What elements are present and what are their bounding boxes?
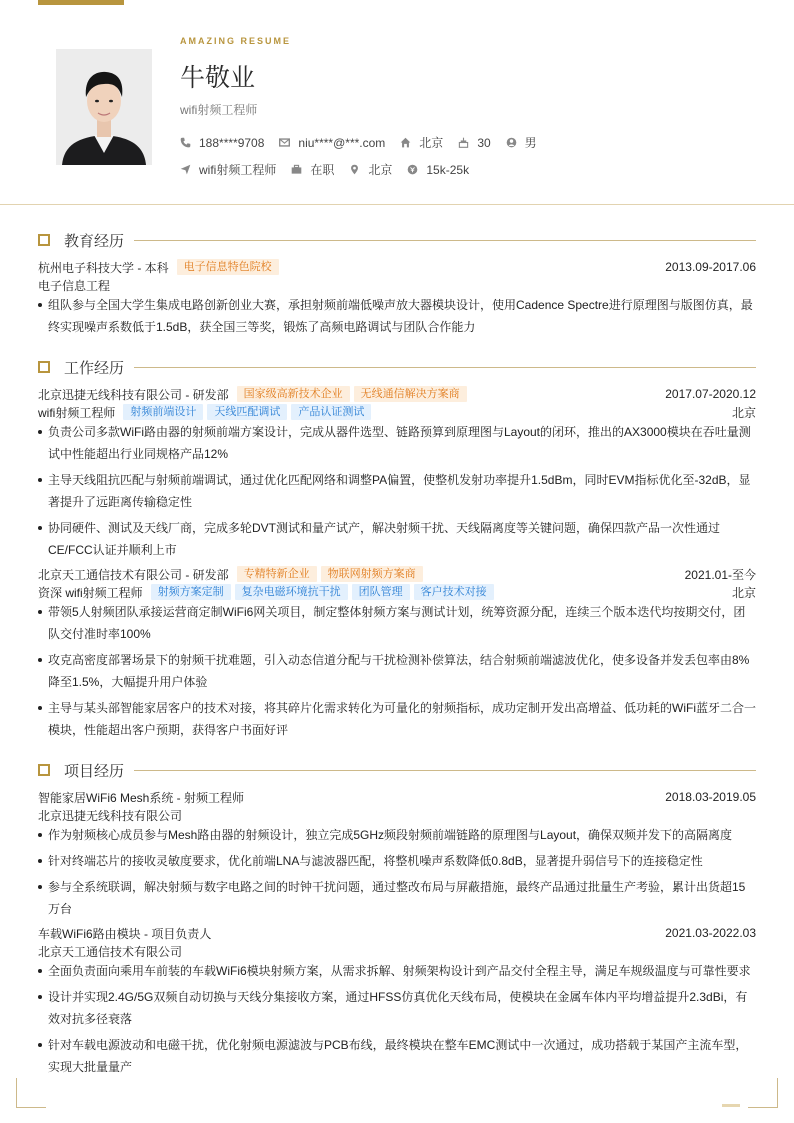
skill-tag: 射频前端设计 <box>123 404 203 420</box>
project-bullet: 参与全系统联调，解决射频与数字电路之间的时钟干扰问题，通过整改布局与屏蔽措施，最终产品通过批量生产考验，累计出货超15万台 <box>38 876 756 920</box>
job-date: 2017.07-2020.12 <box>665 387 756 401</box>
company-tag: 物联网射频方案商 <box>321 566 423 582</box>
corner-decoration <box>16 1078 46 1108</box>
projects-section-header <box>38 760 756 780</box>
top-accent-bar <box>38 0 124 5</box>
skill-tag: 复杂电磁环境抗干扰 <box>235 584 348 600</box>
project-bullet: 针对终端芯片的接收灵敏度要求，优化前端LNA与滤波器匹配，将整机噪声系数降低0.8dB，显著提升弱信号下的连接稳定性 <box>38 850 756 872</box>
home-icon <box>400 137 411 148</box>
project-bullet: 作为射频核心成员参与Mesh路由器的射频设计，独立完成5GHz频段射频前端链路的原理图与Layout，确保双频并发下的高隔离度 <box>38 824 756 846</box>
job-position: 资深 wifi射频工程师 <box>38 585 143 600</box>
residence-info <box>400 134 443 151</box>
contact-info-row <box>180 134 552 151</box>
email-text: niu****@***.com <box>298 135 386 150</box>
residence-text: 北京 <box>419 136 444 150</box>
education-major-row <box>38 276 756 294</box>
skill-tag: 射频方案定制 <box>151 584 231 600</box>
footer-accent-bar <box>722 1104 740 1107</box>
phone-text: 188****9708 <box>199 135 265 150</box>
skill-tag: 客户技术对接 <box>414 584 494 600</box>
phone-info <box>180 136 264 150</box>
school-tag: 电子信息特色院校 <box>177 259 279 275</box>
education-section-header <box>38 230 756 250</box>
send-icon <box>180 164 191 175</box>
education-date: 2013.09-2017.06 <box>665 260 756 274</box>
job-company: 北京迅捷无线科技有限公司 - 研发部 <box>38 387 229 402</box>
job-bullet: 带领5人射频团队承接运营商定制WiFi6网关项目，制定整体射频方案与测试计划，统筹资源分配，连续三个版本迭代均按期交付，团队交付准时率100% <box>38 601 756 645</box>
project-name: 车载WiFi6路由模块 - 项目负责人 <box>38 926 212 941</box>
mail-icon <box>279 137 290 148</box>
intent-city-text: 北京 <box>368 163 393 177</box>
age-info <box>458 136 490 150</box>
job-date: 2021.01-至今 <box>684 567 756 582</box>
job-company: 北京天工通信技术有限公司 - 研发部 <box>38 567 229 582</box>
education-bullet: 组队参与全国大学生集成电路创新创业大赛，承担射频前端低噪声放大器模块设计，使用Cadence Spectre进行原理图与版图仿真，最终实现噪声系数低于1.5dB，获全国三等奖，锻炼了高频电路调试与团队合作能力 <box>38 294 756 338</box>
skill-tag: 产品认证测试 <box>291 404 371 420</box>
section-divider <box>134 240 756 241</box>
job-company-row <box>38 565 756 583</box>
job-bullet: 负责公司多款WiFi路由器的射频前端方案设计，完成从器件选型、链路预算到原理图与Layout的闭环，推出的AX3000模块在吞吐量测试中性能超出行业同规格产品12% <box>38 421 756 465</box>
project-name: 智能家居WiFi6 Mesh系统 - 射频工程师 <box>38 790 245 805</box>
job-city: 北京 <box>731 585 756 600</box>
briefcase-icon <box>291 164 302 175</box>
job-position: wifi射频工程师 <box>38 405 116 420</box>
age-text: 30 <box>477 135 491 150</box>
candidate-name: 牛敬业 <box>180 64 256 92</box>
gender-icon <box>506 137 517 148</box>
skill-tag: 天线匹配调试 <box>207 404 287 420</box>
education-school-row <box>38 258 756 276</box>
salary-info <box>407 163 469 177</box>
salary-icon <box>407 164 418 175</box>
gender-text: 男 <box>524 136 537 150</box>
intent-position-info <box>180 161 276 178</box>
major-name: 电子信息工程 <box>38 278 111 293</box>
section-divider <box>134 367 756 368</box>
candidate-role: wifi射频工程师 <box>180 103 258 117</box>
job-bullet: 主导天线阻抗匹配与射频前端调试，通过优化匹配网络和调整PA偏置，使整机发射功率提升1.5dBm，同时EVM指标优化至-32dB，显著提升了远距离传输稳定性 <box>38 469 756 513</box>
header-divider <box>0 204 794 205</box>
company-tag: 国家级高新技术企业 <box>237 386 350 402</box>
work-title: 工作经历 <box>64 359 125 377</box>
project-company: 北京天工通信技术有限公司 <box>38 944 183 959</box>
job-bullet: 主导与某头部智能家居客户的技术对接，将其碎片化需求转化为可量化的射频指标，成功定制开发出高增益、低功耗的WiFi蓝牙二合一模块，性能超出客户预期，获得客户书面好评 <box>38 697 756 741</box>
gender-info <box>506 134 537 151</box>
school-name: 杭州电子科技大学 - 本科 <box>38 260 169 275</box>
cake-icon <box>458 137 469 148</box>
project-bullet: 设计并实现2.4G/5G双频自动切换与天线分集接收方案，通过HFSS仿真优化天线布局，使模块在金属车体内平均增益提升2.3dBi，有效对抗多径衰落 <box>38 986 756 1030</box>
job-position-row <box>38 583 756 601</box>
education-title: 教育经历 <box>64 232 125 250</box>
project-company: 北京迅捷无线科技有限公司 <box>38 808 183 823</box>
skill-tag: 团队管理 <box>352 584 410 600</box>
project-date: 2021.03-2022.03 <box>665 926 756 940</box>
project-company-row <box>38 806 756 824</box>
job-company-row <box>38 385 756 403</box>
job-intent-row <box>180 161 484 178</box>
project-date: 2018.03-2019.05 <box>665 790 756 804</box>
job-bullet: 攻克高密度部署场景下的射频干扰难题，引入动态信道分配与干扰检测补偿算法，结合射频前端滤波优化，使多设备并发丢包率由8%降至1.5%，大幅提升用户体验 <box>38 649 756 693</box>
profile-photo <box>56 49 152 165</box>
job-position-row <box>38 403 756 421</box>
project-company-row <box>38 942 756 960</box>
location-icon <box>349 164 360 175</box>
status-info <box>291 161 334 178</box>
work-section-header <box>38 357 756 377</box>
job-bullet: 协同硬件、测试及天线厂商，完成多轮DVT测试和量产试产，解决射频干扰、天线隔离度等关键问题，确保四款产品一次性通过CE/FCC认证并顺利上市 <box>38 517 756 561</box>
salary-text: 15k-25k <box>426 162 470 177</box>
email-info <box>279 136 385 150</box>
intent-city-info <box>349 161 392 178</box>
projects-title: 项目经历 <box>64 762 125 780</box>
project-name-row <box>38 788 756 806</box>
section-divider <box>134 770 756 771</box>
job-city: 北京 <box>731 405 756 420</box>
project-bullet: 针对车载电源波动和电磁干扰，优化射频电源滤波与PCB布线，最终模块在整车EMC测试中一次通过，成功搭载于某国产主流车型，实现大批量量产 <box>38 1034 756 1078</box>
company-tag: 专精特新企业 <box>237 566 317 582</box>
resume-tagline: AMAZING RESUME <box>180 36 291 46</box>
phone-icon <box>180 137 191 148</box>
company-tag: 无线通信解决方案商 <box>354 386 467 402</box>
status-text: 在职 <box>310 163 335 177</box>
section-square-icon <box>38 361 50 373</box>
project-name-row <box>38 924 756 942</box>
section-square-icon <box>38 764 50 776</box>
section-square-icon <box>38 234 50 246</box>
corner-decoration <box>748 1078 778 1108</box>
project-bullet: 全面负责面向乘用车前装的车载WiFi6模块射频方案，从需求拆解、射频架构设计到产品交付全程主导，满足车规级温度与可靠性要求 <box>38 960 756 982</box>
intent-position-text: wifi射频工程师 <box>199 163 277 177</box>
